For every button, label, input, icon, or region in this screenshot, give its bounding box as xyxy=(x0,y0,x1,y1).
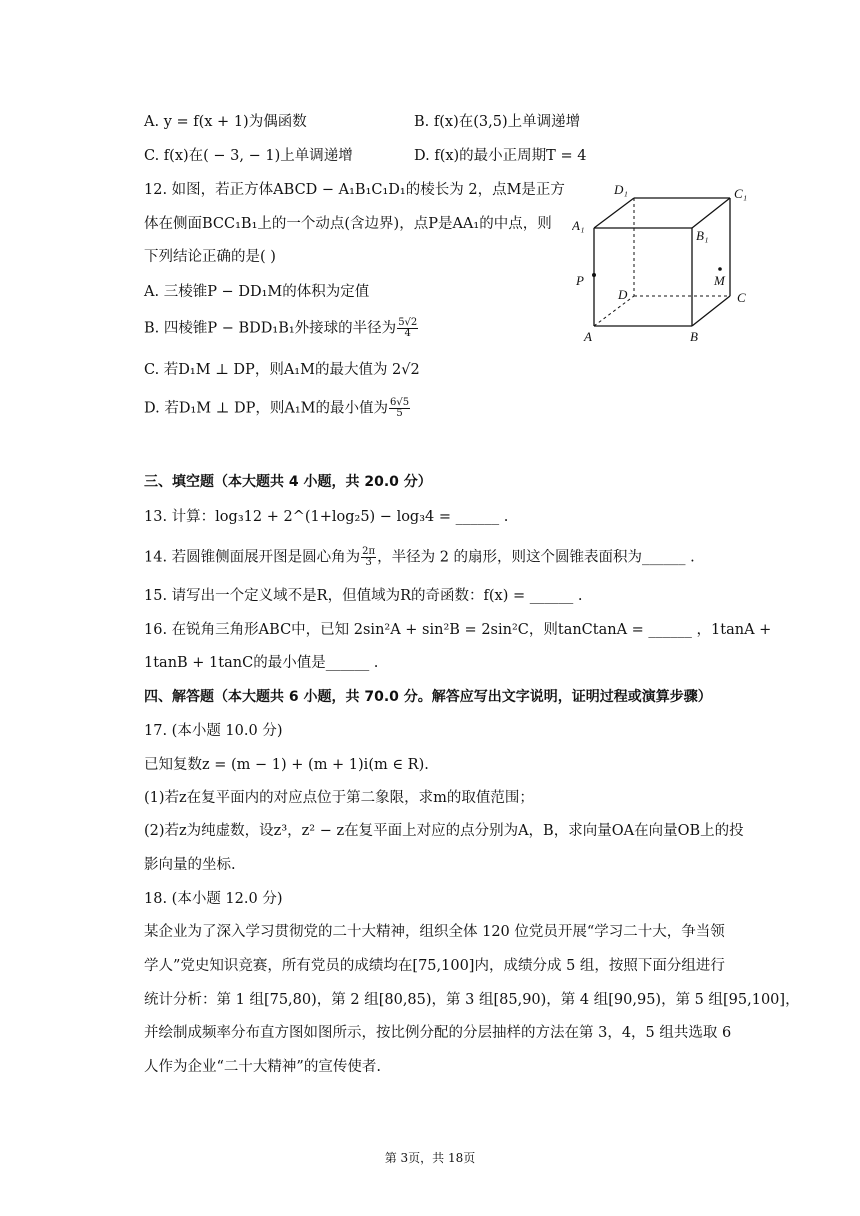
q18-line-2: 学人”党史知识竞赛，所有党员的成绩均在[75,100]内，成绩分成 5 组，按照下面分组进行 xyxy=(144,958,725,974)
q12-option-d-text: D. 若D₁M ⊥ DP，则A₁M的最小值为 xyxy=(144,400,388,417)
label-a1: A₁ xyxy=(572,218,585,233)
page-footer: 第 3页，共 18页 xyxy=(384,1151,476,1165)
q16-line-1: 16. 在锐角三角形ABC中，已知 2sin²A + sin²B = 2sin²C，则tanCtanA = ______ ，1tanA + xyxy=(144,622,772,638)
section3-title: 三、填空题（本大题共 4 小题，共 20.0 分） xyxy=(144,474,432,490)
q12-option-c: C. 若D₁M ⊥ DP，则A₁M的最大值为 2√2 xyxy=(144,362,420,378)
label-p: P xyxy=(576,273,584,288)
label-b: B xyxy=(690,329,698,344)
q14-text-post: ，半径为 2 的扇形，则这个圆锥表面积为______ . xyxy=(377,549,695,566)
edge-a1d1 xyxy=(594,198,634,228)
section4-title: 四、解答题（本大题共 6 小题，共 70.0 分。解答应写出文字说明，证明过程或演算步骤） xyxy=(144,689,712,705)
q12-option-b xyxy=(144,318,419,339)
q12-option-d xyxy=(144,398,411,419)
point-p xyxy=(592,273,596,277)
fraction xyxy=(361,547,376,568)
q12-line-2: 体在侧面BCC₁B₁上的一个动点(含边界)，点P是AA₁的中点，则 xyxy=(144,216,552,232)
q17-line-3: (2)若z为纯虚数，设z³，z² − z在复平面上对应的点分别为A，B，求向量OA在向量OB上的投 xyxy=(144,823,744,839)
cube-figure xyxy=(572,178,756,350)
q17-line-2: (1)若z在复平面内的对应点位于第二象限，求m的取值范围； xyxy=(144,790,534,806)
q18-line-3: 统计分析：第 1 组[75,80)，第 2 组[80,85)，第 3 组[85,90)，第 4 组[90,95)，第 5 组[95,100]， xyxy=(144,992,800,1008)
q12-option-b-text: B. 四棱锥P − BDD₁B₁外接球的半径为 xyxy=(144,320,397,337)
fraction-numerator: 5√2 xyxy=(398,317,418,328)
q17-line-4: 影向量的坐标. xyxy=(144,857,236,873)
label-m: M xyxy=(714,273,725,288)
label-c: C xyxy=(737,290,746,305)
q15: 15. 请写出一个定义域不是R，但值域为R的奇函数：f(x) = ______ . xyxy=(144,588,583,604)
edge-bc xyxy=(692,296,730,326)
q17-line-1: 已知复数z = (m − 1) + (m + 1)i(m ∈ R). xyxy=(144,757,429,773)
fraction-numerator: 6√5 xyxy=(389,397,410,408)
option-c: C. f(x)在( − 3, − 1)上单调递增 xyxy=(144,148,353,164)
fraction xyxy=(389,398,410,419)
edge-ad-hidden xyxy=(594,296,634,326)
q16-line-2: 1tanB + 1tanC的最小值是______ . xyxy=(144,655,379,671)
q14-text-pre: 14. 若圆锥侧面展开图是圆心角为 xyxy=(144,549,361,566)
option-b: B. f(x)在(3,5)上单调递增 xyxy=(414,114,581,130)
q12-line-3: 下列结论正确的是( ) xyxy=(144,249,276,265)
q18-line-1: 某企业为了深入学习贯彻党的二十大精神，组织全体 120 位党员开展“学习二十大，争当领 xyxy=(144,924,725,940)
q18-line-4: 并绘制成频率分布直方图如图所示，按比例分配的分层抽样的方法在第 3，4，5 组共选取 6 xyxy=(144,1025,732,1041)
q18-line-5: 人作为企业“二十大精神”的宣传使者. xyxy=(144,1059,381,1075)
fraction-numerator: 2π xyxy=(362,546,376,557)
q12-line-1: 12. 如图，若正方体ABCD − A₁B₁C₁D₁的棱长为 2，点M是正方 xyxy=(144,182,565,198)
option-a: A. y = f(x + 1)为偶函数 xyxy=(144,114,307,130)
q13: 13. 计算：log₃12 + 2^(1+log₂5) − log₃4 = ______ . xyxy=(144,509,509,525)
fraction-denominator: 3 xyxy=(365,557,372,568)
edge-b1c1 xyxy=(692,198,730,228)
option-d: D. f(x)的最小正周期T = 4 xyxy=(414,148,587,164)
q12-option-a: A. 三棱锥P − DD₁M的体积为定值 xyxy=(144,284,370,300)
label-d1: D₁ xyxy=(614,182,628,197)
q14 xyxy=(144,547,695,568)
label-b1: B₁ xyxy=(696,228,709,243)
fraction xyxy=(397,318,418,339)
label-a: A xyxy=(584,329,592,344)
label-d: D xyxy=(618,287,628,302)
fraction-denominator: 4 xyxy=(404,328,411,339)
q18-header: 18. (本小题 12.0 分) xyxy=(144,891,283,907)
label-c1: C₁ xyxy=(734,186,748,201)
q17-header: 17. (本小题 10.0 分) xyxy=(144,723,283,739)
fraction-denominator: 5 xyxy=(396,408,403,419)
point-m xyxy=(718,267,722,271)
